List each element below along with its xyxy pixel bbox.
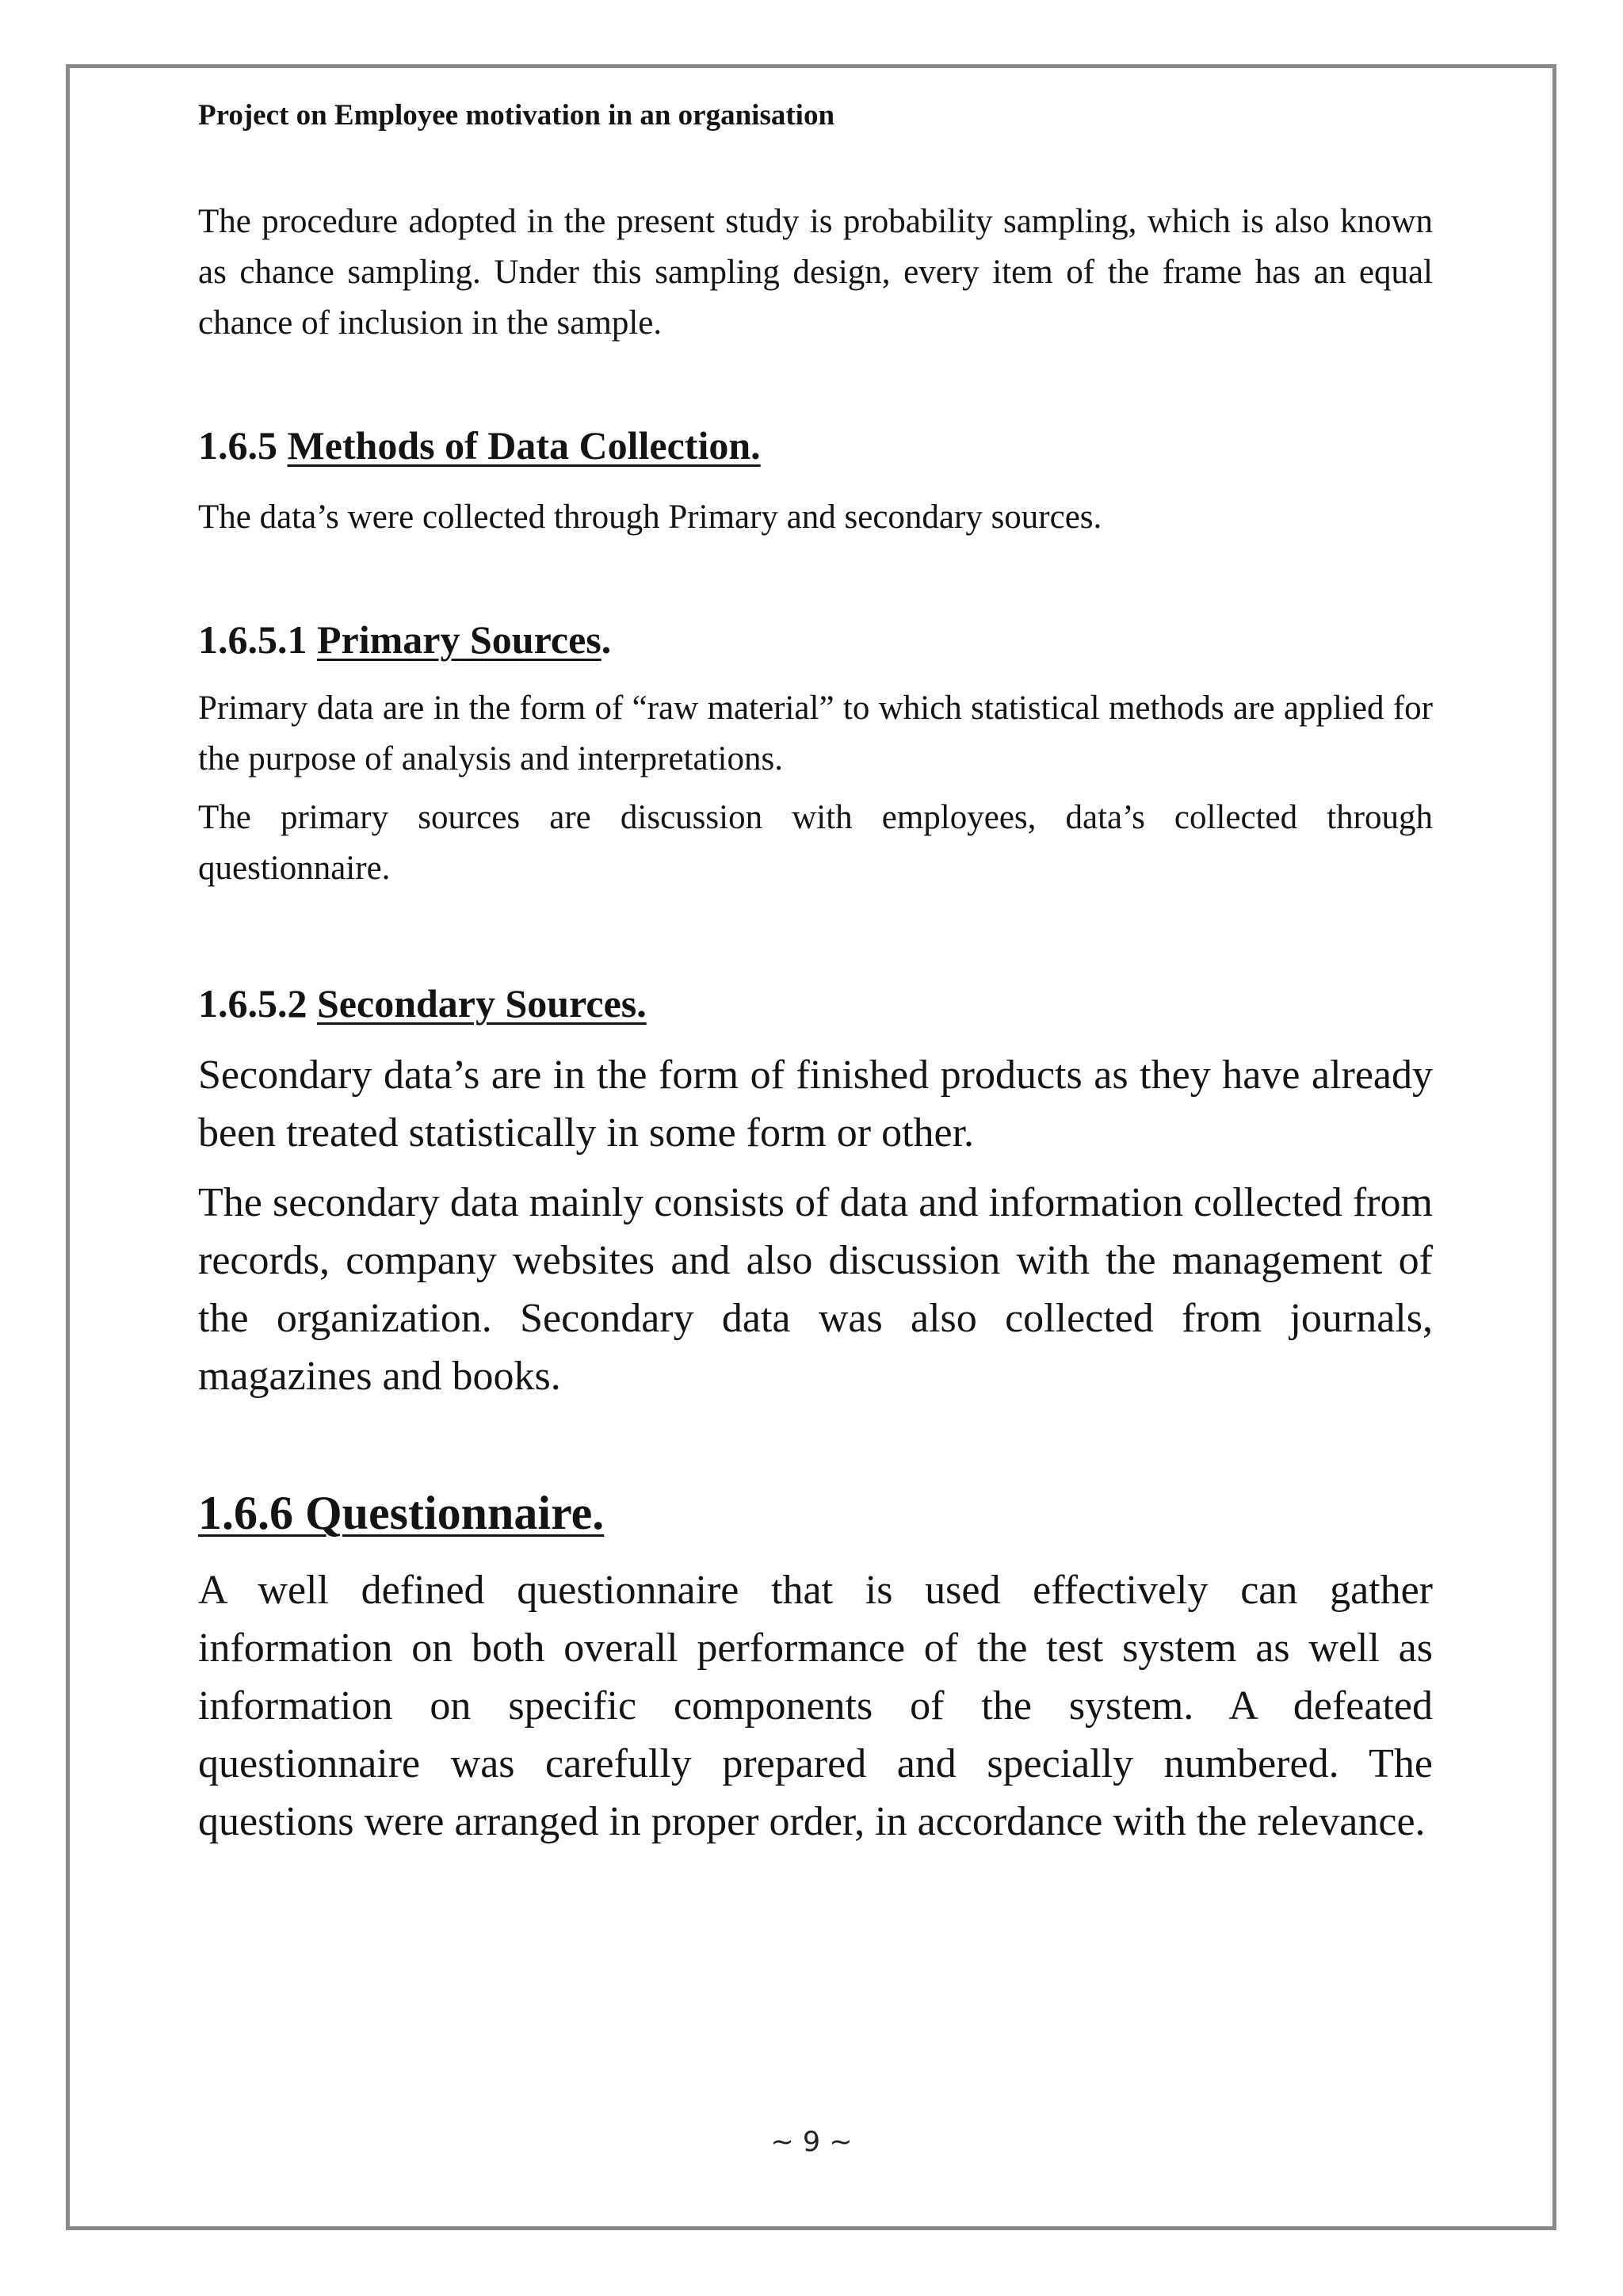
- primary-paragraph-1: Primary data are in the form of “raw material” to which statistical methods are applied for the purpose of analysis and interpretations.: [198, 690, 1433, 777]
- section-title: Primary Sources: [317, 617, 601, 662]
- questionnaire-paragraph: A well defined questionnaire that is used effectively can gather information on both overall performance of the test system as well as information on specific components of the system. A defeated questionnaire was carefully prepared and specially numbered. The questions were arranged in proper order, in accordance with the relevance.: [198, 1568, 1433, 1844]
- section-title: 1.6.6 Questionnaire.: [198, 1487, 605, 1539]
- intro-paragraph: The procedure adopted in the present study is probability sampling, which is also known as chance sampling. Under this sampling design, every item of the frame has an equal chance of inclusion in the sample.: [198, 203, 1433, 342]
- heading-methods-of-data-collection: [198, 422, 761, 468]
- section-title: Secondary Sources.: [317, 981, 647, 1026]
- section-number: 1.6.5: [198, 423, 277, 468]
- secondary-paragraph-2: The secondary data mainly consists of data and information collected from records, company websites and also discussion with the management of the organization. Secondary data was also collected from journals, magazines and books.: [198, 1180, 1433, 1399]
- heading-questionnaire: [198, 1486, 604, 1541]
- running-header: Project on Employee motivation in an organisation: [198, 99, 835, 132]
- heading-trailing-period: .: [601, 617, 612, 662]
- secondary-paragraph-1: Secondary data’s are in the form of finished products as they have already been treated statistically in some form or other.: [198, 1052, 1433, 1156]
- methods-paragraph: The data’s were collected through Primary and secondary sources.: [198, 499, 1102, 536]
- section-number: 1.6.5.1: [198, 617, 307, 662]
- primary-paragraph-2: The primary sources are discussion with employees, data’s collected through questionnaire.: [198, 799, 1433, 887]
- section-title: Methods of Data Collection.: [287, 423, 761, 468]
- page-number: ~ 9 ~: [770, 2126, 853, 2158]
- section-number: 1.6.5.2: [198, 981, 307, 1026]
- heading-secondary-sources: [198, 980, 647, 1026]
- heading-primary-sources: [198, 617, 611, 663]
